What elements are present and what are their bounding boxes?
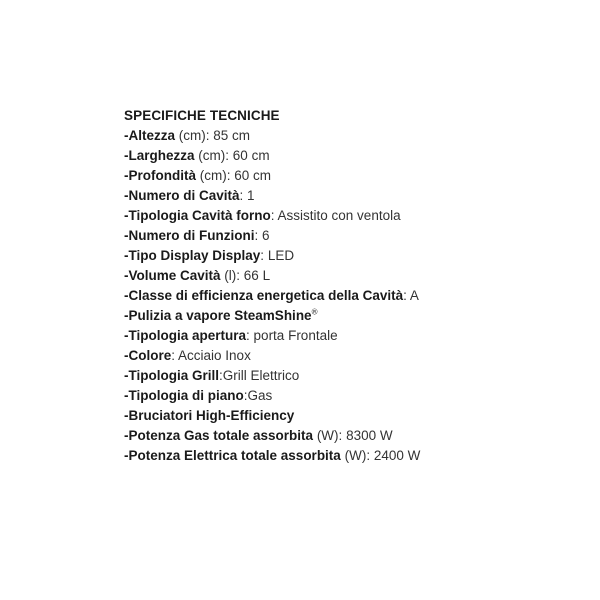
spec-label: Classe di efficienza energetica della Cavità [128,288,404,303]
spec-value: 1 [247,188,255,203]
spec-label: Tipologia Cavità forno [128,208,271,223]
spec-separator: : [243,388,248,403]
spec-value: 6 [262,228,270,243]
spec-line-numero-funzioni [124,226,420,246]
spec-unit: (cm) [175,128,206,143]
spec-separator: : [225,148,233,163]
spec-prefix: - [124,348,129,363]
registered-trademark-mark: ® [311,307,318,317]
spec-label: Numero di Funzioni [128,228,255,243]
spec-label: Pulizia a vapore SteamShine [128,308,312,323]
spec-label: Tipologia di piano [128,388,244,403]
spec-separator: : [366,448,374,463]
spec-line-profondita [124,166,420,186]
spec-value: 8300 W [346,428,393,443]
spec-prefix: - [124,168,129,183]
spec-label: Tipo Display Display [128,248,261,263]
spec-line-pulizia-vapore [124,306,420,326]
spec-prefix: - [124,148,129,163]
spec-separator: : [236,268,244,283]
spec-label: Altezza [128,128,176,143]
spec-label: Bruciatori High-Efficiency [128,408,295,423]
spec-prefix: - [124,128,129,143]
spec-value: Acciaio Inox [178,348,251,363]
spec-value: 66 L [243,268,271,283]
spec-line-colore [124,346,420,366]
spec-line-tipologia-cavita [124,206,420,226]
spec-value: Gas [247,388,273,403]
spec-value: Assistito con ventola [277,208,401,223]
spec-value: porta Frontale [253,328,338,343]
spec-separator: : [246,328,254,343]
spec-value: 85 cm [213,128,251,143]
spec-prefix: - [124,308,129,323]
spec-separator: : [239,188,248,203]
spec-unit: (cm) [194,148,226,163]
spec-unit: (cm) [196,168,227,183]
spec-separator: : [205,128,214,143]
spec-label: Colore [128,348,172,363]
spec-label: Potenza Gas totale assorbita [128,428,314,443]
spec-prefix: - [124,428,129,443]
spec-label: Larghezza [128,148,195,163]
spec-separator: : [260,248,268,263]
spec-prefix: - [124,328,129,343]
spec-label: Profondità [128,168,196,183]
spec-label: Tipologia apertura [128,328,247,343]
spec-prefix: - [124,248,129,263]
spec-line-potenza-elettrica [124,446,420,466]
spec-prefix: - [124,388,129,403]
spec-prefix: - [124,228,129,243]
spec-label: Numero di Cavità [128,188,240,203]
spec-label: Potenza Elettrica totale assorbita [128,448,341,463]
spec-sheet [124,106,420,466]
spec-separator: : [254,228,263,243]
spec-sheet-title: SPECIFICHE TECNICHE [124,108,280,123]
spec-line-tipo-display [124,246,420,266]
spec-separator: : [219,368,223,383]
spec-prefix: - [124,208,129,223]
spec-unit: (W) [313,428,339,443]
spec-label: Tipologia Grill [128,368,220,383]
spec-line-tipologia-apertura [124,326,420,346]
spec-value: LED [267,248,295,263]
spec-line-tipologia-piano [124,386,420,406]
spec-separator: : [270,208,278,223]
spec-value: 2400 W [373,448,421,463]
spec-value: 60 cm [234,168,272,183]
spec-prefix: - [124,188,129,203]
spec-line-numero-cavita [124,186,420,206]
spec-value: A [409,288,419,303]
spec-line-altezza [124,126,420,146]
spec-line-tipologia-grill [124,366,420,386]
spec-separator: : [338,428,347,443]
spec-line-volume-cavita [124,266,420,286]
spec-line-larghezza [124,146,420,166]
spec-prefix: - [124,268,129,283]
spec-prefix: - [124,368,129,383]
spec-unit: (W) [340,448,367,463]
spec-prefix: - [124,448,129,463]
spec-line-potenza-gas [124,426,420,446]
spec-prefix: - [124,288,129,303]
spec-value: Grill Elettrico [222,368,300,383]
spec-separator: : [403,288,410,303]
spec-separator: : [226,168,235,183]
spec-value: 60 cm [232,148,270,163]
spec-line-bruciatori [124,406,420,426]
spec-label: Volume Cavità [128,268,221,283]
spec-line-classe-efficienza [124,286,420,306]
spec-unit: (l) [220,268,237,283]
spec-prefix: - [124,408,129,423]
spec-separator: : [171,348,179,363]
